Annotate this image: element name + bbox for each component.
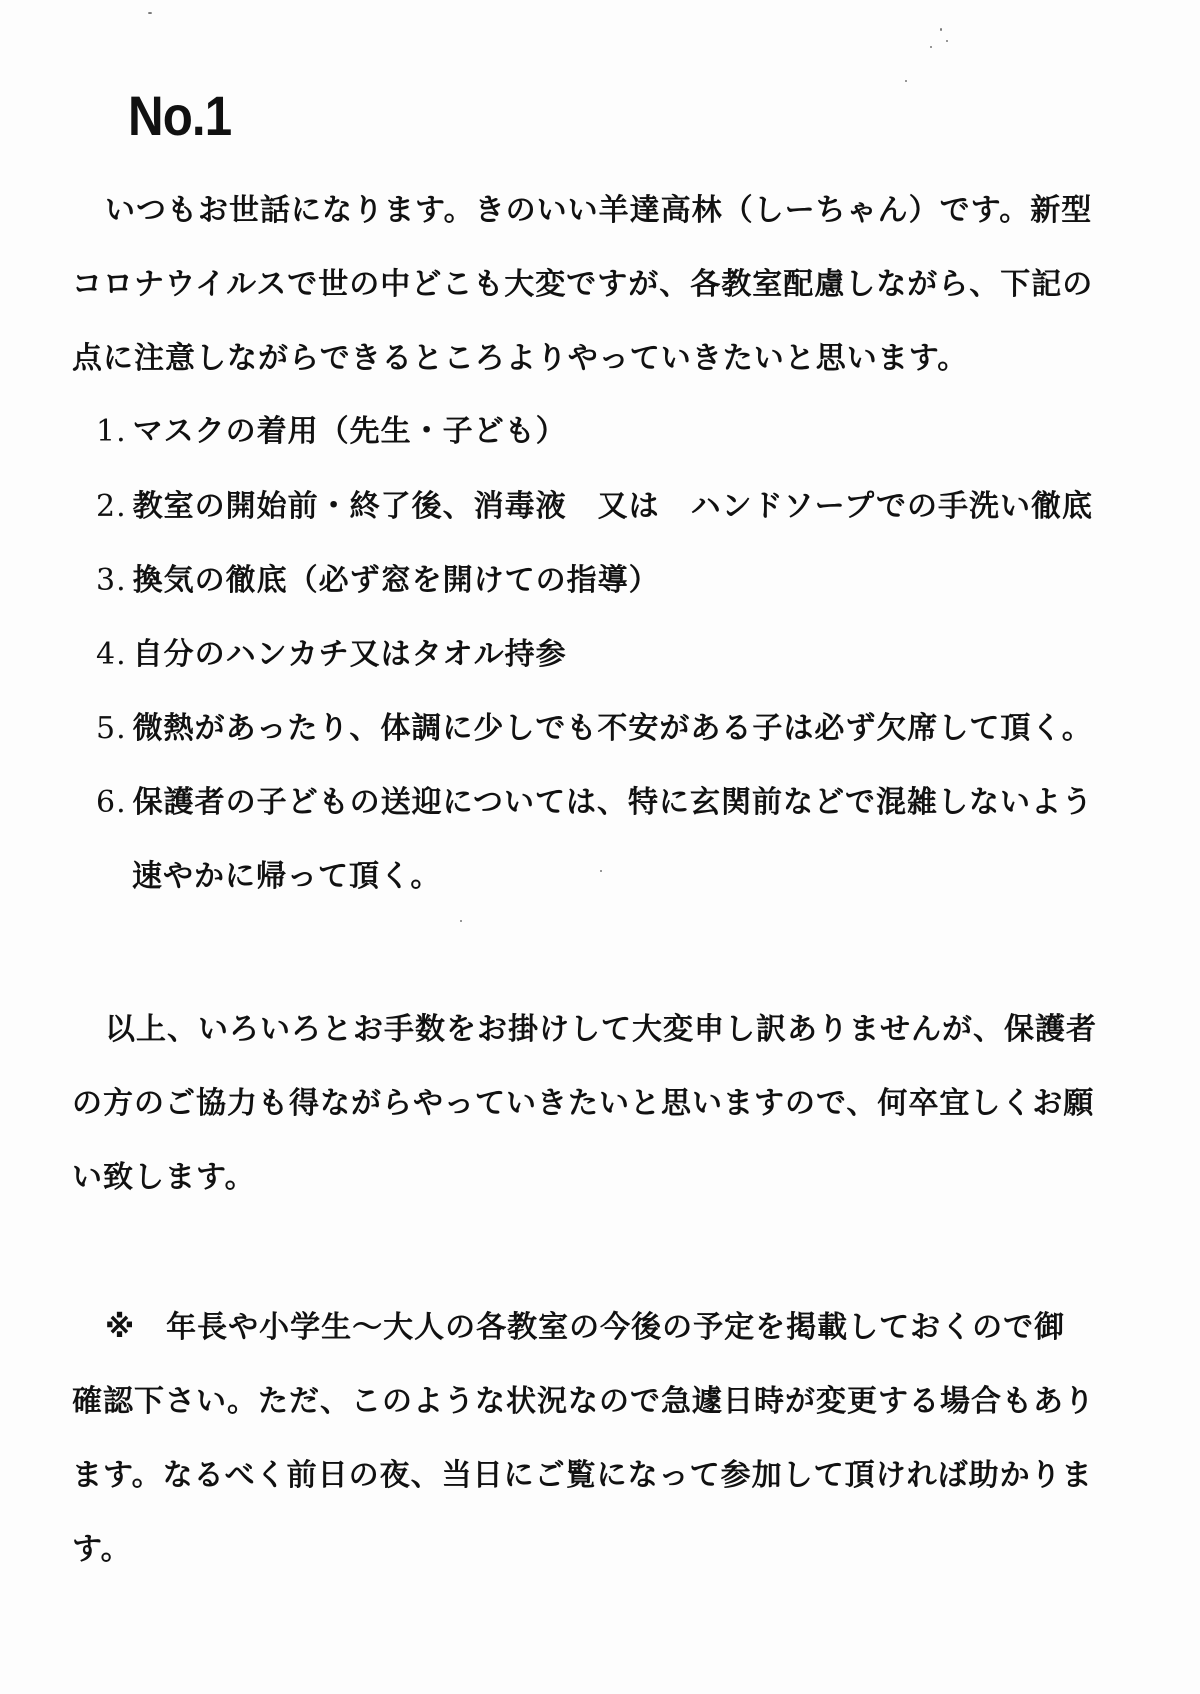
- scan-speck: [600, 870, 602, 872]
- scan-speck: [940, 28, 942, 31]
- scan-speck: [930, 46, 932, 48]
- list-item-3: [96, 561, 1136, 601]
- note-line-2: 確認下さい。ただ、このような状況なので急遽日時が変更する場合もあり: [72, 1384, 1095, 1419]
- closing-line-1: 以上、いろいろとお手数をお掛けして大変申し訳ありませんが、保護者: [105, 1012, 1097, 1047]
- list-number: 6.: [96, 785, 127, 820]
- note-line-3: ます。なるべく前日の夜、当日にご覧になって参加して頂ければ助かりま: [72, 1458, 1093, 1493]
- scan-speck: [148, 12, 152, 14]
- list-item-text: 換気の徹底（必ず窓を開けての指導）: [132, 563, 660, 598]
- list-item-text: 微熱があったり、体調に少しでも不安がある子は必ず欠席して頂く。: [132, 711, 1093, 746]
- scan-speck: [460, 920, 462, 922]
- list-item-1: [96, 412, 1136, 452]
- list-number: 1.: [96, 414, 127, 449]
- list-item-text: マスクの着用（先生・子ども）: [132, 414, 567, 449]
- list-item-text: 保護者の子どもの送迎については、特に玄関前などで混雑しないよう: [132, 785, 1094, 820]
- page-heading: No.1: [128, 84, 232, 147]
- scan-speck: [905, 80, 907, 82]
- closing-line-2: の方のご協力も得ながらやっていきたいと思いますので、何卒宜しくお願: [72, 1086, 1095, 1121]
- list-item-6: [96, 783, 1136, 823]
- list-number: 5.: [96, 711, 127, 746]
- scan-speck: [946, 40, 948, 42]
- note-line-1: ※ 年長や小学生～大人の各教室の今後の予定を掲載しておくので御: [105, 1310, 1066, 1345]
- intro-line-2: コロナウイルスで世の中どこも大変ですが、各教室配慮しながら、下記の: [72, 267, 1094, 302]
- list-number: 2.: [96, 489, 127, 524]
- list-item-text: 自分のハンカチ又はタオル持参: [132, 637, 567, 672]
- list-item-6-continuation: 速やかに帰って頂く。: [132, 859, 442, 894]
- list-number: 4.: [96, 637, 127, 672]
- note-line-4: す。: [72, 1532, 132, 1567]
- intro-line-3: 点に注意しながらできるところよりやっていきたいと思います。: [72, 341, 969, 376]
- list-item-4: [96, 635, 1136, 675]
- list-item-5: [96, 709, 1136, 749]
- list-item-text: 教室の開始前・終了後、消毒液 又は ハンドソープでの手洗い徹底: [132, 489, 1094, 524]
- closing-line-3: い致します。: [72, 1160, 256, 1195]
- intro-line-1: いつもお世話になります。きのいい羊達高林（しーちゃん）です。新型: [105, 193, 1093, 228]
- list-item-2: [96, 487, 1136, 527]
- list-number: 3.: [96, 563, 127, 598]
